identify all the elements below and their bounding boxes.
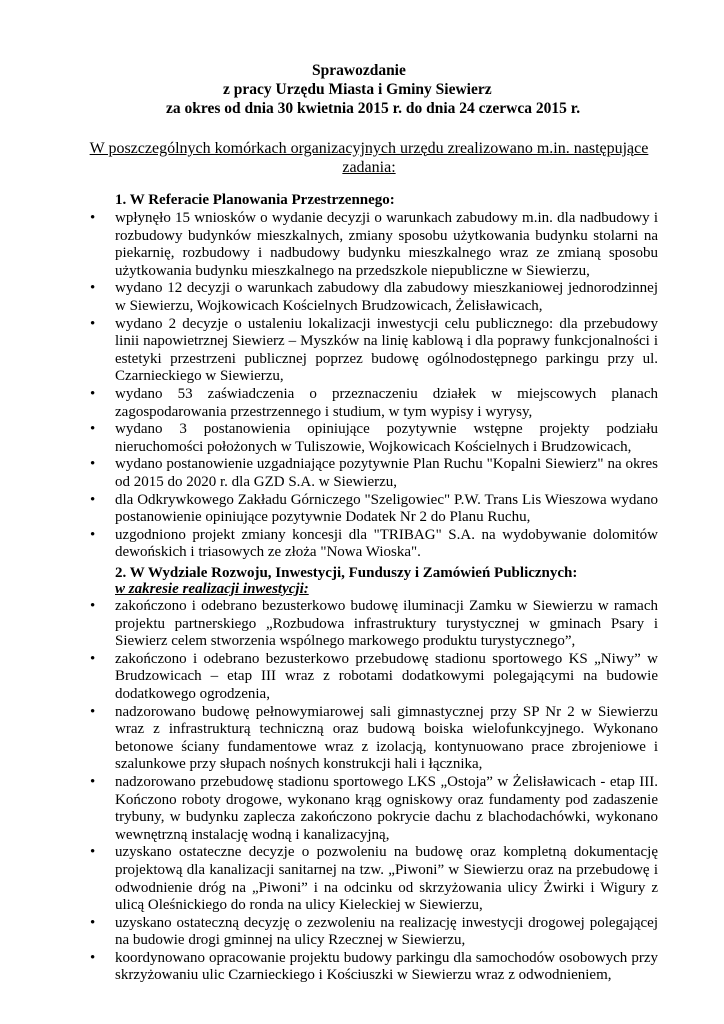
- list-item: • wpłynęło 15 wniosków o wydanie decyzji o warunkach zabudowy m.in. dla nadbudowy i rozbudowy budynków mieszkalnych, zmiany sposobu użytkowania budynku stolarni na piekarnię, rozbudowy i nadbudowy budynku mieszkalnego wraz ze zmianą sposobu użytkowania budynku mieszkalnego na przedszkole niepubliczne w Siewierzu,: [90, 210, 658, 279]
- list-item: • wydano 53 zaświadczenia o przeznaczeniu działek w miejscowych planach zagospodarowania przestrzennego i studium, w tym wypisy i wyrysy,: [90, 385, 658, 420]
- list-item: • wydano 2 decyzje o ustaleniu lokalizacji inwestycji celu publicznego: dla przebudowy linii napowietrznej Siewierz – Myszków na linię kablową i dla poprawy funkcjonalności i estetyki przestrzeni publicznej poprzez budowę ogólnodostępnego parkingu przy ul. Czarnieckiego w Siewierzu,: [90, 315, 658, 385]
- list-item: • wydano 12 decyzji o warunkach zabudowy dla zabudowy mieszkaniowej jednorodzinnej w Siewierzu, Wojkowicach Kościelnych Brudzowicach, Żelisławicach,: [90, 280, 658, 314]
- intro-text: W poszczególnych komórkach organizacyjnych urzędu zrealizowano m.in. następujące zadania:: [89, 140, 649, 176]
- bullet-icon: •: [90, 315, 96, 332]
- bullet-icon: •: [90, 280, 96, 297]
- list-item: • uzyskano ostateczną decyzję o zezwoleniu na realizację inwestycji drogowej polegającej na budowie drogi gminnej na ulicy Rzecznej w Siewierzu,: [90, 914, 658, 949]
- bullet-icon: •: [90, 914, 96, 931]
- list-item: • dla Odkrywkowego Zakładu Górniczego "Szeligowiec" P.W. Trans Lis Wieszowa wydano postanowienie opiniujące pozytywnie Dodatek Nr 2 do Planu Ruchu,: [90, 491, 658, 526]
- list-item: • zakończono i odebrano bezusterkowo budowę iluminacji Zamku w Siewierzu w ramach projektu partnerskiego „Rozbudowa infrastruktury turystycznej w gminach Psary i Siewierz celem stworzenia wspólnego markowego produktu turystycznego”,: [90, 598, 658, 650]
- bullet-icon: •: [90, 491, 96, 508]
- title-line-1: Sprawozdanie: [312, 62, 406, 79]
- list-item: • nadzorowano budowę pełnowymiarowej sali gimnastycznej przy SP Nr 2 w Siewierzu wraz z infrastrukturą techniczną oraz budową boiska wielofunkcyjnego. Wykonano betonowe ściany fundamentowe wraz z izolacją, kontynuowano prace zbrojeniowe i szalunkowe przy słupach nośnych konstrukcji hali i łącznika,: [90, 703, 658, 773]
- bullet-icon: •: [90, 385, 96, 402]
- list-item: • uzyskano ostateczne decyzje o pozwoleniu na budowę oraz kompletną dokumentację projektową dla kanalizacji sanitarnej na tzw. „Piwoni” w Siewierzu oraz na przebudowę i odwodnienie dróg na „Piwoni” i na odcinku od skrzyżowania ulicy Żwirki i Wigury z ulicą Oleśnickiego do ronda na ulicy Kieleckiej w Siewierzu,: [90, 844, 658, 914]
- list-item: • wydano 3 postanowienia opiniujące pozytywnie wstępne projekty podziału nieruchomości położonych w Tuliszowie, Wojkowicach Kościelnych i Brudzowicach,: [90, 421, 658, 455]
- bullet-icon: •: [90, 703, 96, 720]
- section-1-heading: 1. W Referacie Planowania Przestrzennego:: [115, 192, 395, 208]
- bullet-icon: •: [90, 421, 96, 438]
- bullet-icon: •: [90, 844, 96, 861]
- section-2-heading: 2. W Wydziale Rozwoju, Inwestycji, Funduszy i Zamówień Publicznych:: [115, 565, 578, 581]
- list-item: • nadzorowano przebudowę stadionu sportowego LKS „Ostoja” w Żelisławicach - etap III. Kończono roboty drogowe, wykonano krąg ogniskowy oraz fundamenty pod zadaszenie trybuny, w budynku zaplecza zakończono pokrycie dachu z blachodachówki, wykonano wewnętrzną instalację wodną i kanalizacyjną,: [90, 773, 658, 843]
- bullet-icon: •: [90, 598, 96, 614]
- section-2-subheading: w zakresie realizacji inwestycji:: [115, 581, 309, 597]
- section-1-list: [90, 210, 658, 562]
- list-item: • koordynowano opracowanie projektu budowy parkingu dla samochodów osobowych przy skrzyżowaniu ulic Czarnieckiego i Kościuszki w Siewierzu wraz z odwodnieniem,: [90, 949, 658, 984]
- bullet-icon: •: [90, 526, 96, 543]
- bullet-icon: •: [90, 456, 96, 473]
- list-item: • wydano postanowienie uzgadniające pozytywnie Plan Ruchu "Kopalni Siewierz" na okres od 2015 do 2020 r. dla GZD S.A. w Siewierzu,: [90, 456, 658, 490]
- list-item: • zakończono i odebrano bezusterkowo przebudowę stadionu sportowego KS „Niwy” w Brudzowicach – etap III wraz z robotami dodatkowymi polegającymi na budowie dodatkowego ogrodzenia,: [90, 650, 658, 702]
- bullet-icon: •: [90, 650, 96, 667]
- list-item: • uzgodniono projekt zmiany koncesji dla "TRIBAG" S.A. na wydobywanie dolomitów dewońskich i triasowych ze złoża "Nowa Wioska".: [90, 526, 658, 561]
- title-line-2: z pracy Urzędu Miasta i Gminy Siewierz: [223, 81, 492, 98]
- bullet-icon: •: [90, 949, 96, 966]
- section-2-list: [90, 598, 658, 985]
- bullet-icon: •: [90, 773, 96, 790]
- title-line-3: za okres od dnia 30 kwietnia 2015 r. do dnia 24 czerwca 2015 r.: [166, 100, 581, 117]
- bullet-icon: •: [90, 210, 96, 226]
